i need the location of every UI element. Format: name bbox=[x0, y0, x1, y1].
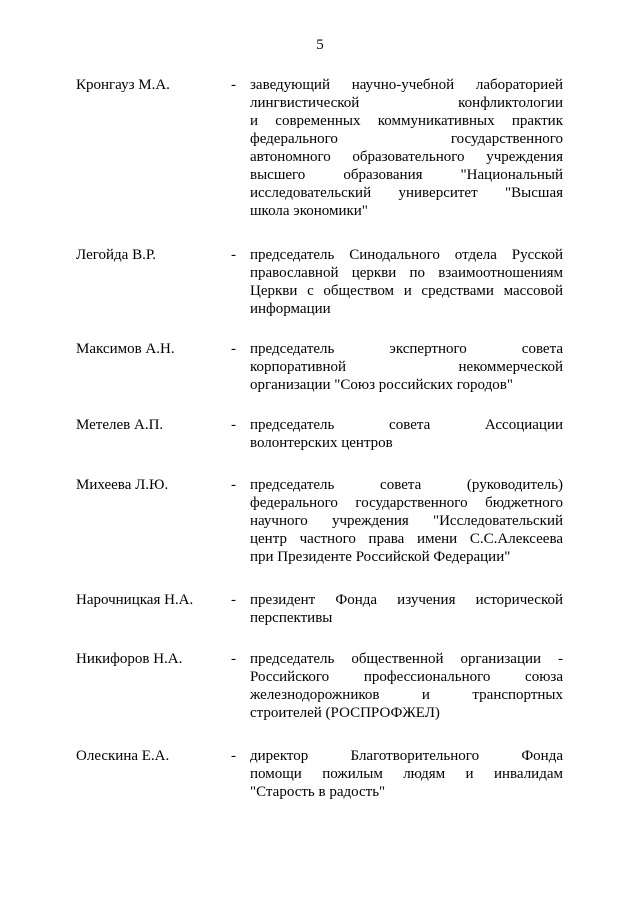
position-line: строителей (РОСПРОФЖЕЛ) bbox=[250, 705, 440, 721]
member-position bbox=[250, 476, 563, 566]
list-item bbox=[76, 591, 564, 627]
member-list bbox=[76, 76, 564, 827]
member-position bbox=[250, 246, 563, 318]
position-line: федерального государственного бюджетного bbox=[250, 495, 563, 511]
member-name: Метелев А.П. bbox=[76, 417, 164, 433]
position-line: председатель общественной организации - bbox=[250, 651, 563, 667]
separator-dash: - bbox=[231, 77, 236, 93]
member-name: Легойда В.Р. bbox=[76, 247, 157, 263]
position-line: председатель совета Ассоциации bbox=[250, 417, 563, 433]
position-line: председатель совета (руководитель) bbox=[250, 477, 563, 493]
position-line: президент Фонда изучения исторической bbox=[250, 592, 563, 608]
position-line: директор Благотворительного Фонда bbox=[250, 748, 563, 764]
position-line: Церкви с обществом и средствами массовой bbox=[250, 283, 563, 299]
position-line: "Старость в радость" bbox=[250, 784, 386, 800]
position-line: центр частного права имени С.С.Алексеева bbox=[250, 531, 563, 547]
member-name: Михеева Л.Ю. bbox=[76, 477, 169, 493]
separator-dash: - bbox=[231, 477, 236, 493]
position-line: высшего образования "Национальный bbox=[250, 167, 563, 183]
position-line: помощи пожилым людям и инвалидам bbox=[250, 766, 563, 782]
position-line: и современных коммуникативных практик bbox=[250, 113, 563, 129]
position-line: железнодорожников и транспортных bbox=[250, 687, 563, 703]
position-line: федерального государственного bbox=[250, 131, 563, 147]
position-line: председатель Синодального отдела Русской bbox=[250, 247, 563, 263]
position-line: автономного образовательного учреждения bbox=[250, 149, 563, 165]
list-item bbox=[76, 340, 564, 394]
member-name: Олескина Е.А. bbox=[76, 748, 170, 764]
page-number: 5 bbox=[316, 37, 324, 53]
position-line: школа экономики" bbox=[250, 203, 368, 219]
member-position bbox=[250, 76, 563, 220]
separator-dash: - bbox=[231, 651, 236, 667]
position-line: при Президенте Российской Федерации" bbox=[250, 549, 511, 565]
position-line: Российского профессионального союза bbox=[250, 669, 563, 685]
position-line: информации bbox=[250, 301, 331, 317]
separator-dash: - bbox=[231, 592, 236, 608]
position-line: перспективы bbox=[250, 610, 333, 626]
position-line: организации "Союз российских городов" bbox=[250, 377, 513, 393]
separator-dash: - bbox=[231, 748, 236, 764]
position-line: исследовательский университет "Высшая bbox=[250, 185, 563, 201]
member-name: Максимов А.Н. bbox=[76, 341, 175, 357]
member-position bbox=[250, 340, 563, 394]
member-position bbox=[250, 747, 563, 801]
member-name: Кронгауз М.А. bbox=[76, 77, 170, 93]
member-position bbox=[250, 416, 563, 452]
position-line: научного учреждения "Исследовательский bbox=[250, 513, 563, 529]
position-line: волонтерских центров bbox=[250, 435, 393, 451]
separator-dash: - bbox=[231, 341, 236, 357]
list-item bbox=[76, 650, 564, 722]
list-item bbox=[76, 416, 564, 452]
member-name: Никифоров Н.А. bbox=[76, 651, 183, 667]
member-position bbox=[250, 650, 563, 722]
separator-dash: - bbox=[231, 417, 236, 433]
list-item bbox=[76, 76, 564, 220]
member-position bbox=[250, 591, 563, 627]
list-item bbox=[76, 246, 564, 318]
position-line: корпоративной некоммерческой bbox=[250, 359, 563, 375]
position-line: председатель экспертного совета bbox=[250, 341, 563, 357]
position-line: заведующий научно-учебной лабораторией bbox=[250, 77, 563, 93]
list-item bbox=[76, 747, 564, 801]
list-item bbox=[76, 476, 564, 566]
separator-dash: - bbox=[231, 247, 236, 263]
member-name: Нарочницкая Н.А. bbox=[76, 592, 194, 608]
position-line: лингвистической конфликтологии bbox=[250, 95, 563, 111]
position-line: православной церкви по взаимоотношениям bbox=[250, 265, 563, 281]
